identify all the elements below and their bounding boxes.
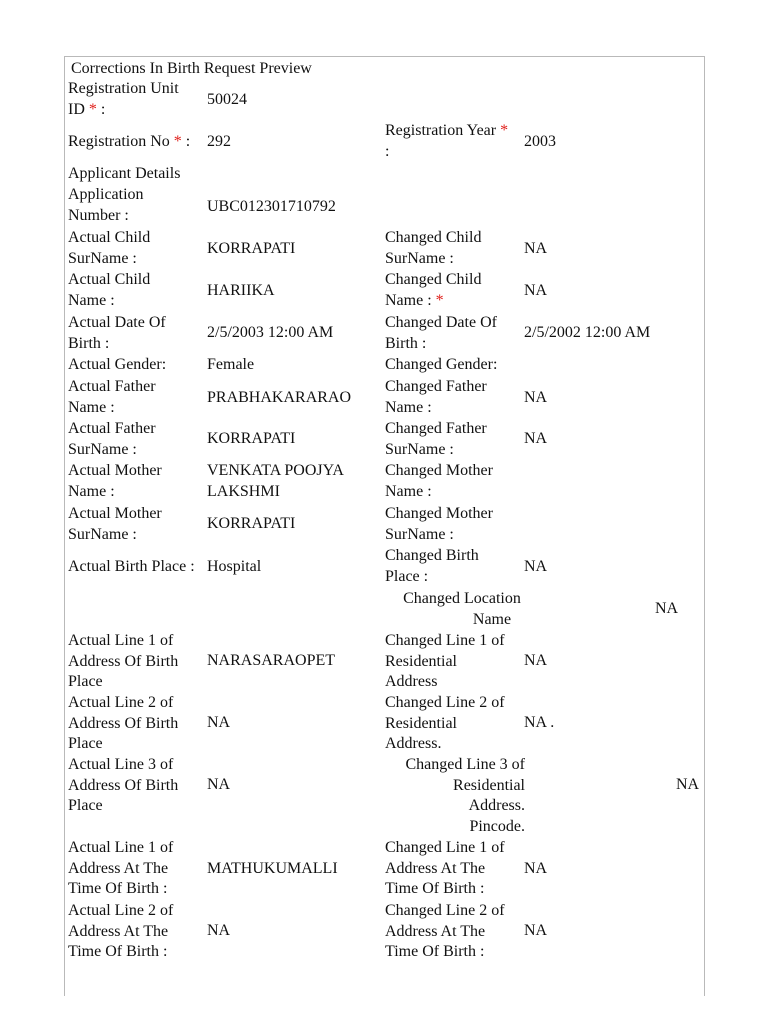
actual-gender-label: Actual Gender: [68,356,167,373]
section-applicant-details: Applicant Details [68,165,181,182]
changed-line1-residential-value: NA [524,652,548,669]
changed-line2-time-of-birth-value: NA [524,922,548,939]
actual-dob-label: Actual Date Of Birth : [68,314,166,352]
application-number-value: UBC012301710792 [207,198,336,215]
actual-birth-place-label: Actual Birth Place : [68,558,195,575]
registration-unit-value: 50024 [207,91,247,108]
changed-line1-residential-label: Changed Line 1 of Residential Address [385,632,505,690]
actual-mother-surname-label: Actual Mother SurName : [68,505,162,543]
registration-year-label: Registration Year * : [385,122,509,160]
actual-father-surname-label: Actual Father SurName : [68,420,156,458]
registration-no-label: Registration No * : [68,133,191,150]
changed-child-name-value: NA [524,282,548,299]
actual-child-name-label: Actual Child Name : [68,271,151,309]
actual-line2-time-of-birth-label: Actual Line 2 of Address At The Time Of Birth : [68,902,174,960]
changed-mother-surname-label: Changed Mother SurName : [385,505,493,543]
required-asterisk: * [500,122,509,139]
changed-line2-residential-value: NA . [524,714,555,731]
changed-birth-place-label: Changed Birth Place : [385,547,479,585]
actual-line1-birth-place-label: Actual Line 1 of Address Of Birth Place [68,632,179,690]
actual-line2-time-of-birth-value: NA [207,922,231,939]
actual-line3-birth-place-label: Actual Line 3 of Address Of Birth Place [68,756,179,814]
actual-gender-value: Female [207,356,255,373]
actual-line1-time-of-birth-label: Actual Line 1 of Address At The Time Of Birth : [68,839,174,897]
changed-child-surname-label: Changed Child SurName : [385,229,482,267]
actual-line1-birth-place-value: NARASARAOPET [207,652,336,669]
actual-father-surname-value: KORRAPATI [207,430,296,447]
required-asterisk: * [88,100,97,118]
changed-father-surname-label: Changed Father SurName : [385,420,487,458]
changed-child-name-label: Changed Child Name : * [385,271,482,309]
application-number-label: Application Number : [68,186,144,224]
actual-dob-value: 2/5/2003 12:00 AM [207,324,334,341]
changed-line3-residential-value: NA [676,776,700,793]
actual-line2-birth-place-value: NA [207,714,231,731]
changed-father-surname-value: NA [524,430,548,447]
actual-birth-place-value: Hospital [207,558,262,575]
changed-location-name-value: NA [655,600,679,617]
actual-line2-birth-place-label: Actual Line 2 of Address Of Birth Place [68,694,179,752]
changed-line1-time-of-birth-label: Changed Line 1 of Address At The Time Of Birth : [385,839,505,897]
changed-birth-place-value: NA [524,558,548,575]
registration-year-value: 2003 [524,133,556,150]
actual-line1-time-of-birth-value: MATHUKUMALLI [207,860,338,877]
changed-child-surname-value: NA [524,240,548,257]
actual-father-name-label: Actual Father Name : [68,378,156,416]
changed-mother-name-label: Changed Mother Name : [385,462,493,500]
changed-dob-label: Changed Date Of Birth : [385,314,497,352]
required-asterisk: * [173,133,182,150]
required-asterisk: * [435,291,444,309]
registration-unit-label: Registration Unit ID * : [68,80,179,118]
actual-child-surname-value: KORRAPATI [207,240,296,257]
actual-child-name-value: HARIIKA [207,282,275,299]
changed-gender-label: Changed Gender: [385,356,498,373]
changed-line1-time-of-birth-value: NA [524,860,548,877]
page-title: Corrections In Birth Request Preview [71,60,312,77]
changed-dob-value: 2/5/2002 12:00 AM [524,324,651,341]
registration-no-value: 292 [207,133,231,150]
changed-location-name-label: Changed Location Name [403,590,521,628]
changed-father-name-label: Changed Father Name : [385,378,487,416]
changed-father-name-value: NA [524,389,548,406]
actual-mother-name-label: Actual Mother Name : [68,462,162,500]
actual-child-surname-label: Actual Child SurName : [68,229,151,267]
actual-mother-surname-value: KORRAPATI [207,515,296,532]
actual-father-name-value: PRABHAKARARAO [207,389,352,406]
actual-mother-name-value: VENKATA POOJYA LAKSHMI [207,462,344,500]
changed-line2-time-of-birth-label: Changed Line 2 of Address At The Time Of Birth : [385,902,505,960]
changed-line3-residential-label: Changed Line 3 of Residential Address. Pincode. [405,756,525,835]
changed-line2-residential-label: Changed Line 2 of Residential Address. [385,694,505,752]
actual-line3-birth-place-value: NA [207,776,231,793]
